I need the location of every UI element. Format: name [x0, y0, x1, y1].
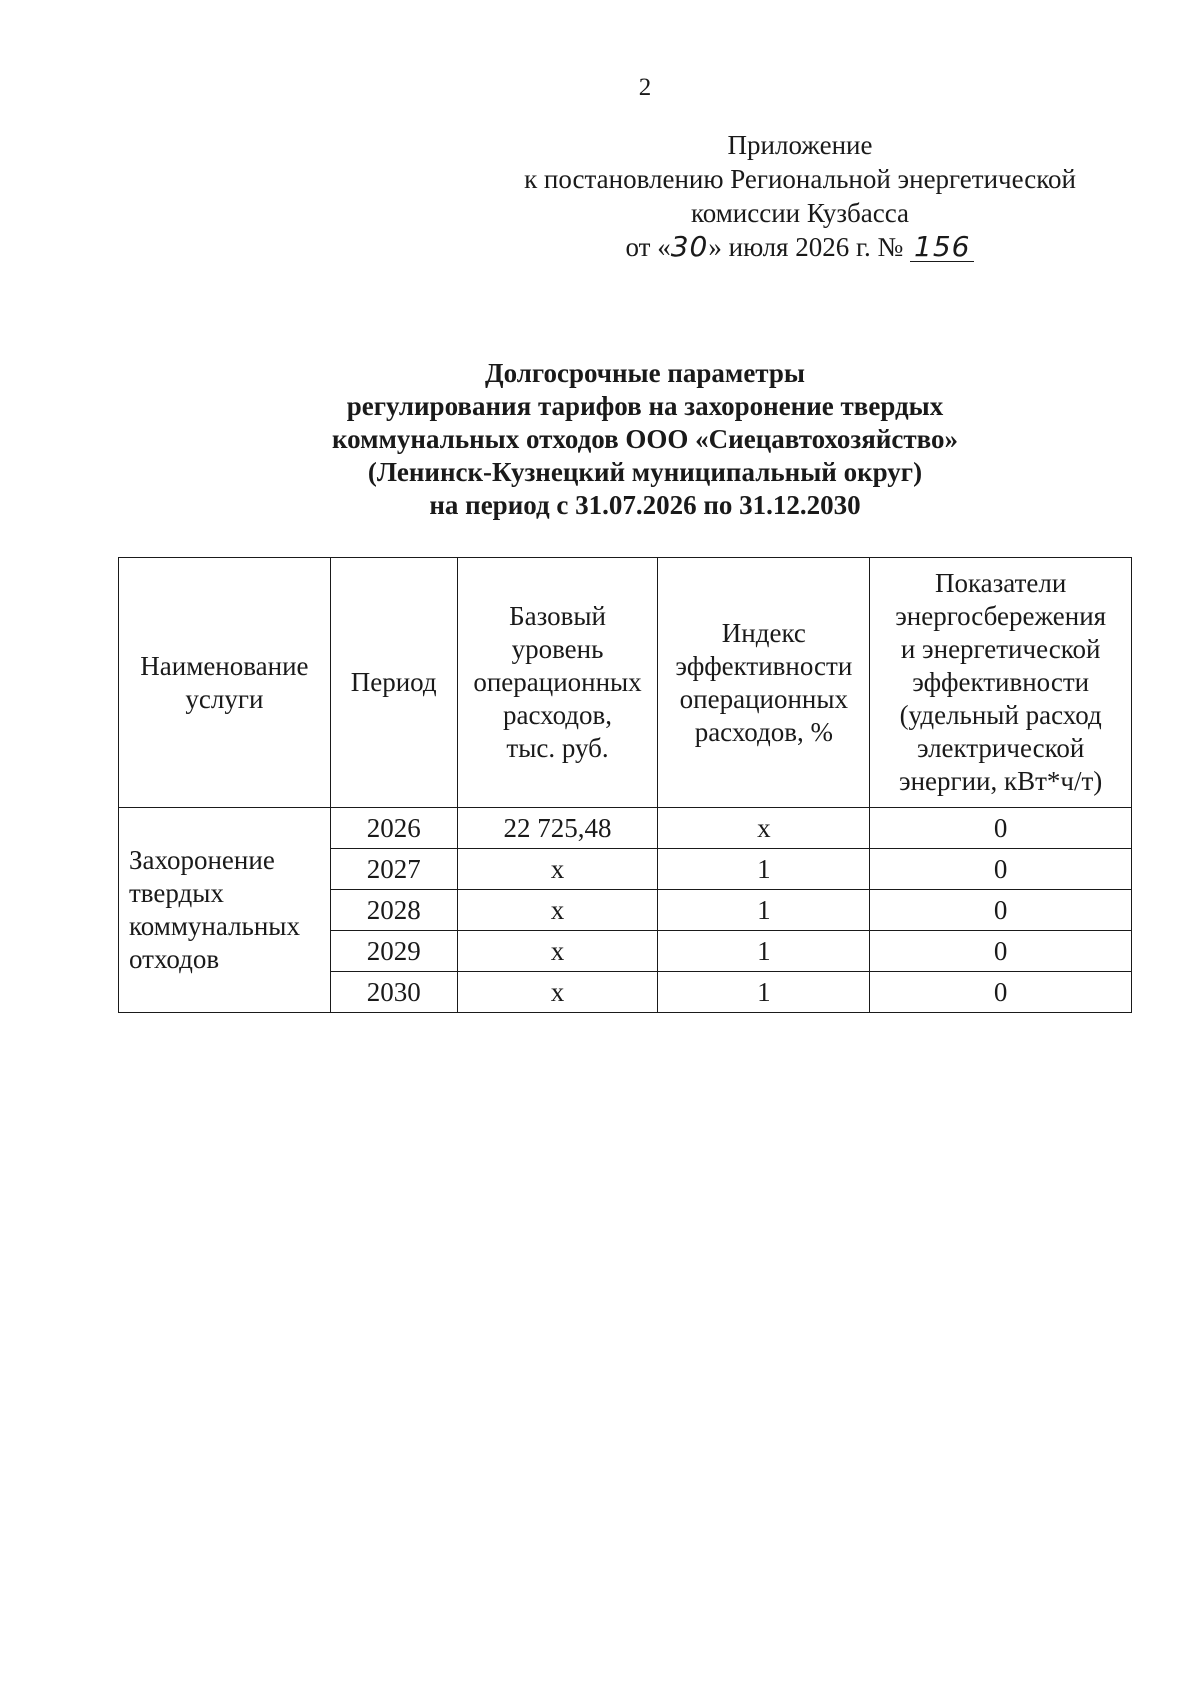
title-line-1: Долгосрочные параметры: [485, 358, 805, 388]
document-title: [0, 357, 1200, 522]
header-base-level: Базовый уровень операционных расходов, тыс. руб.: [457, 558, 658, 808]
header-service: Наименование услуги: [119, 558, 331, 808]
date-day-handwritten: 30: [670, 230, 709, 263]
appendix-resolution-line: к постановлению Региональной энергетической: [524, 164, 1076, 194]
energy-cell: 0: [870, 931, 1132, 972]
efficiency-index-cell: 1: [658, 972, 870, 1013]
base-level-cell: 22 725,48: [457, 808, 658, 849]
doc-number-handwritten: 156: [910, 233, 974, 262]
period-cell: 2026: [330, 808, 457, 849]
title-line-4: (Ленинск-Кузнецкий муниципальный округ): [367, 457, 923, 487]
period-cell: 2030: [330, 972, 457, 1013]
base-level-cell: х: [457, 931, 658, 972]
header-efficiency-index: Индекс эффективности операционных расходов, %: [658, 558, 870, 808]
efficiency-index-cell: 1: [658, 890, 870, 931]
date-prefix: от «: [625, 232, 671, 262]
energy-cell: 0: [870, 849, 1132, 890]
efficiency-index-cell: 1: [658, 931, 870, 972]
title-line-3: коммунальных отходов ООО «Сиецавтохозяйство»: [331, 424, 959, 454]
energy-cell: 0: [870, 808, 1132, 849]
base-level-cell: х: [457, 972, 658, 1013]
energy-cell: 0: [870, 972, 1132, 1013]
table-header-row: [119, 558, 1132, 808]
table-row: [119, 808, 1132, 849]
page-number: 2: [638, 74, 652, 101]
period-cell: 2029: [330, 931, 457, 972]
appendix-header: [500, 128, 1100, 264]
service-name-cell: Захоронение твердых коммунальных отходов: [119, 808, 331, 1013]
base-level-cell: х: [457, 890, 658, 931]
title-line-2: регулирования тарифов на захоронение твердых: [346, 391, 944, 421]
header-energy-indicators: Показатели энергосбережения и энергетической эффективности (удельный расход электрической энергии, кВт*ч/т): [870, 558, 1132, 808]
efficiency-index-cell: 1: [658, 849, 870, 890]
header-period: Период: [330, 558, 457, 808]
appendix-label: Приложение: [727, 130, 873, 160]
period-cell: 2027: [330, 849, 457, 890]
period-cell: 2028: [330, 890, 457, 931]
energy-cell: 0: [870, 890, 1132, 931]
efficiency-index-cell: х: [658, 808, 870, 849]
title-line-5: на период с 31.07.2026 по 31.12.2030: [429, 490, 861, 520]
appendix-date-line: [500, 230, 1100, 264]
date-suffix: » июля 2026 г. №: [708, 232, 904, 262]
parameters-table: [118, 557, 1132, 1013]
appendix-commission-line: комиссии Кузбасса: [690, 198, 910, 228]
base-level-cell: х: [457, 849, 658, 890]
